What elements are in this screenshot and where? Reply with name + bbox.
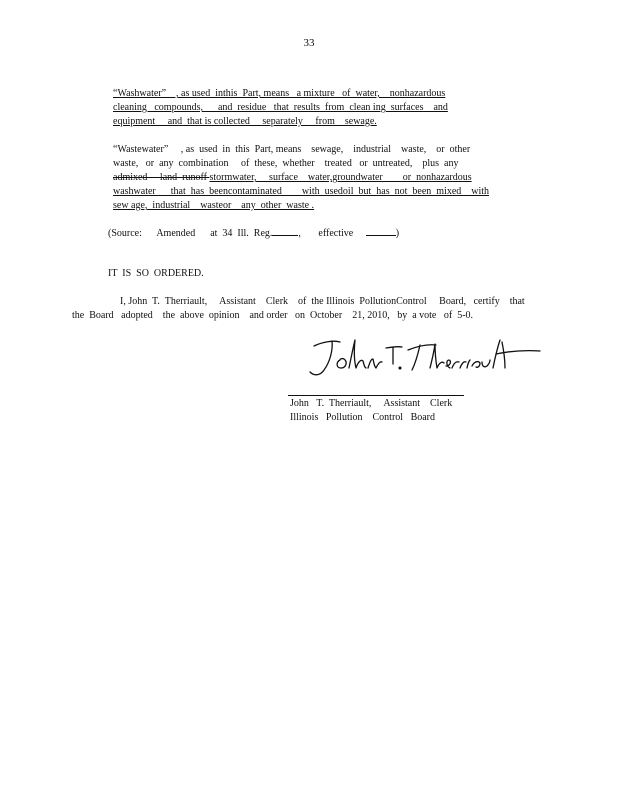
struck-text: admixed land runoff xyxy=(113,172,210,183)
signature-line xyxy=(288,395,464,396)
signature-block xyxy=(290,397,452,425)
wastewater-line-3 xyxy=(113,171,503,185)
wastewater-line-1: “Wastewater” , as used in this Part, means sewage, industrial waste, or other xyxy=(113,144,471,155)
wastewater-line-2: waste, or any combination of these, whether treated or untreated, plus any xyxy=(113,158,459,169)
washwater-definition xyxy=(113,87,483,129)
signer-name: John T. Therriault, Assistant Clerk xyxy=(290,398,453,409)
order-statement: IT IS SO ORDERED. xyxy=(108,268,204,279)
source-middle: , effective xyxy=(298,228,366,239)
source-note xyxy=(108,226,399,241)
washwater-line-2: cleaning compounds, and residue that results from clean ing surfaces and xyxy=(113,102,448,113)
register-blank xyxy=(272,226,298,236)
wastewater-definition xyxy=(113,143,503,213)
wastewater-line-5: sew age, industrial wasteor any other waste . xyxy=(113,200,315,211)
certification xyxy=(72,295,532,323)
source-suffix: ) xyxy=(395,228,400,239)
source-prefix: (Source: Amended at 34 Ill. Reg. xyxy=(108,228,273,239)
certification-line-1: I, John T. Therriault, Assistant Clerk of the Illinois PollutionControl Board, certify that xyxy=(120,296,525,307)
certification-line-2: the Board adopted the above opinion and order on October 21, 2010, by a vote of 5-0. xyxy=(72,310,474,321)
washwater-line-1: “Washwater” , as used inthis Part, means a mixture of water, nonhazardous xyxy=(113,88,446,99)
signer-organization: Illinois Pollution Control Board xyxy=(290,412,436,423)
wastewater-line-4: washwater that has beencontaminated with usedoil but has not been mixed with xyxy=(113,186,490,197)
page-number: 33 xyxy=(303,37,315,49)
effective-date-blank xyxy=(366,226,396,236)
inserted-text: stormwater, surface water,groundwater or nonhazardous xyxy=(209,172,472,183)
washwater-line-3: equipment and that is collected separately from sewage. xyxy=(113,116,377,127)
handwritten-signature xyxy=(300,332,550,382)
